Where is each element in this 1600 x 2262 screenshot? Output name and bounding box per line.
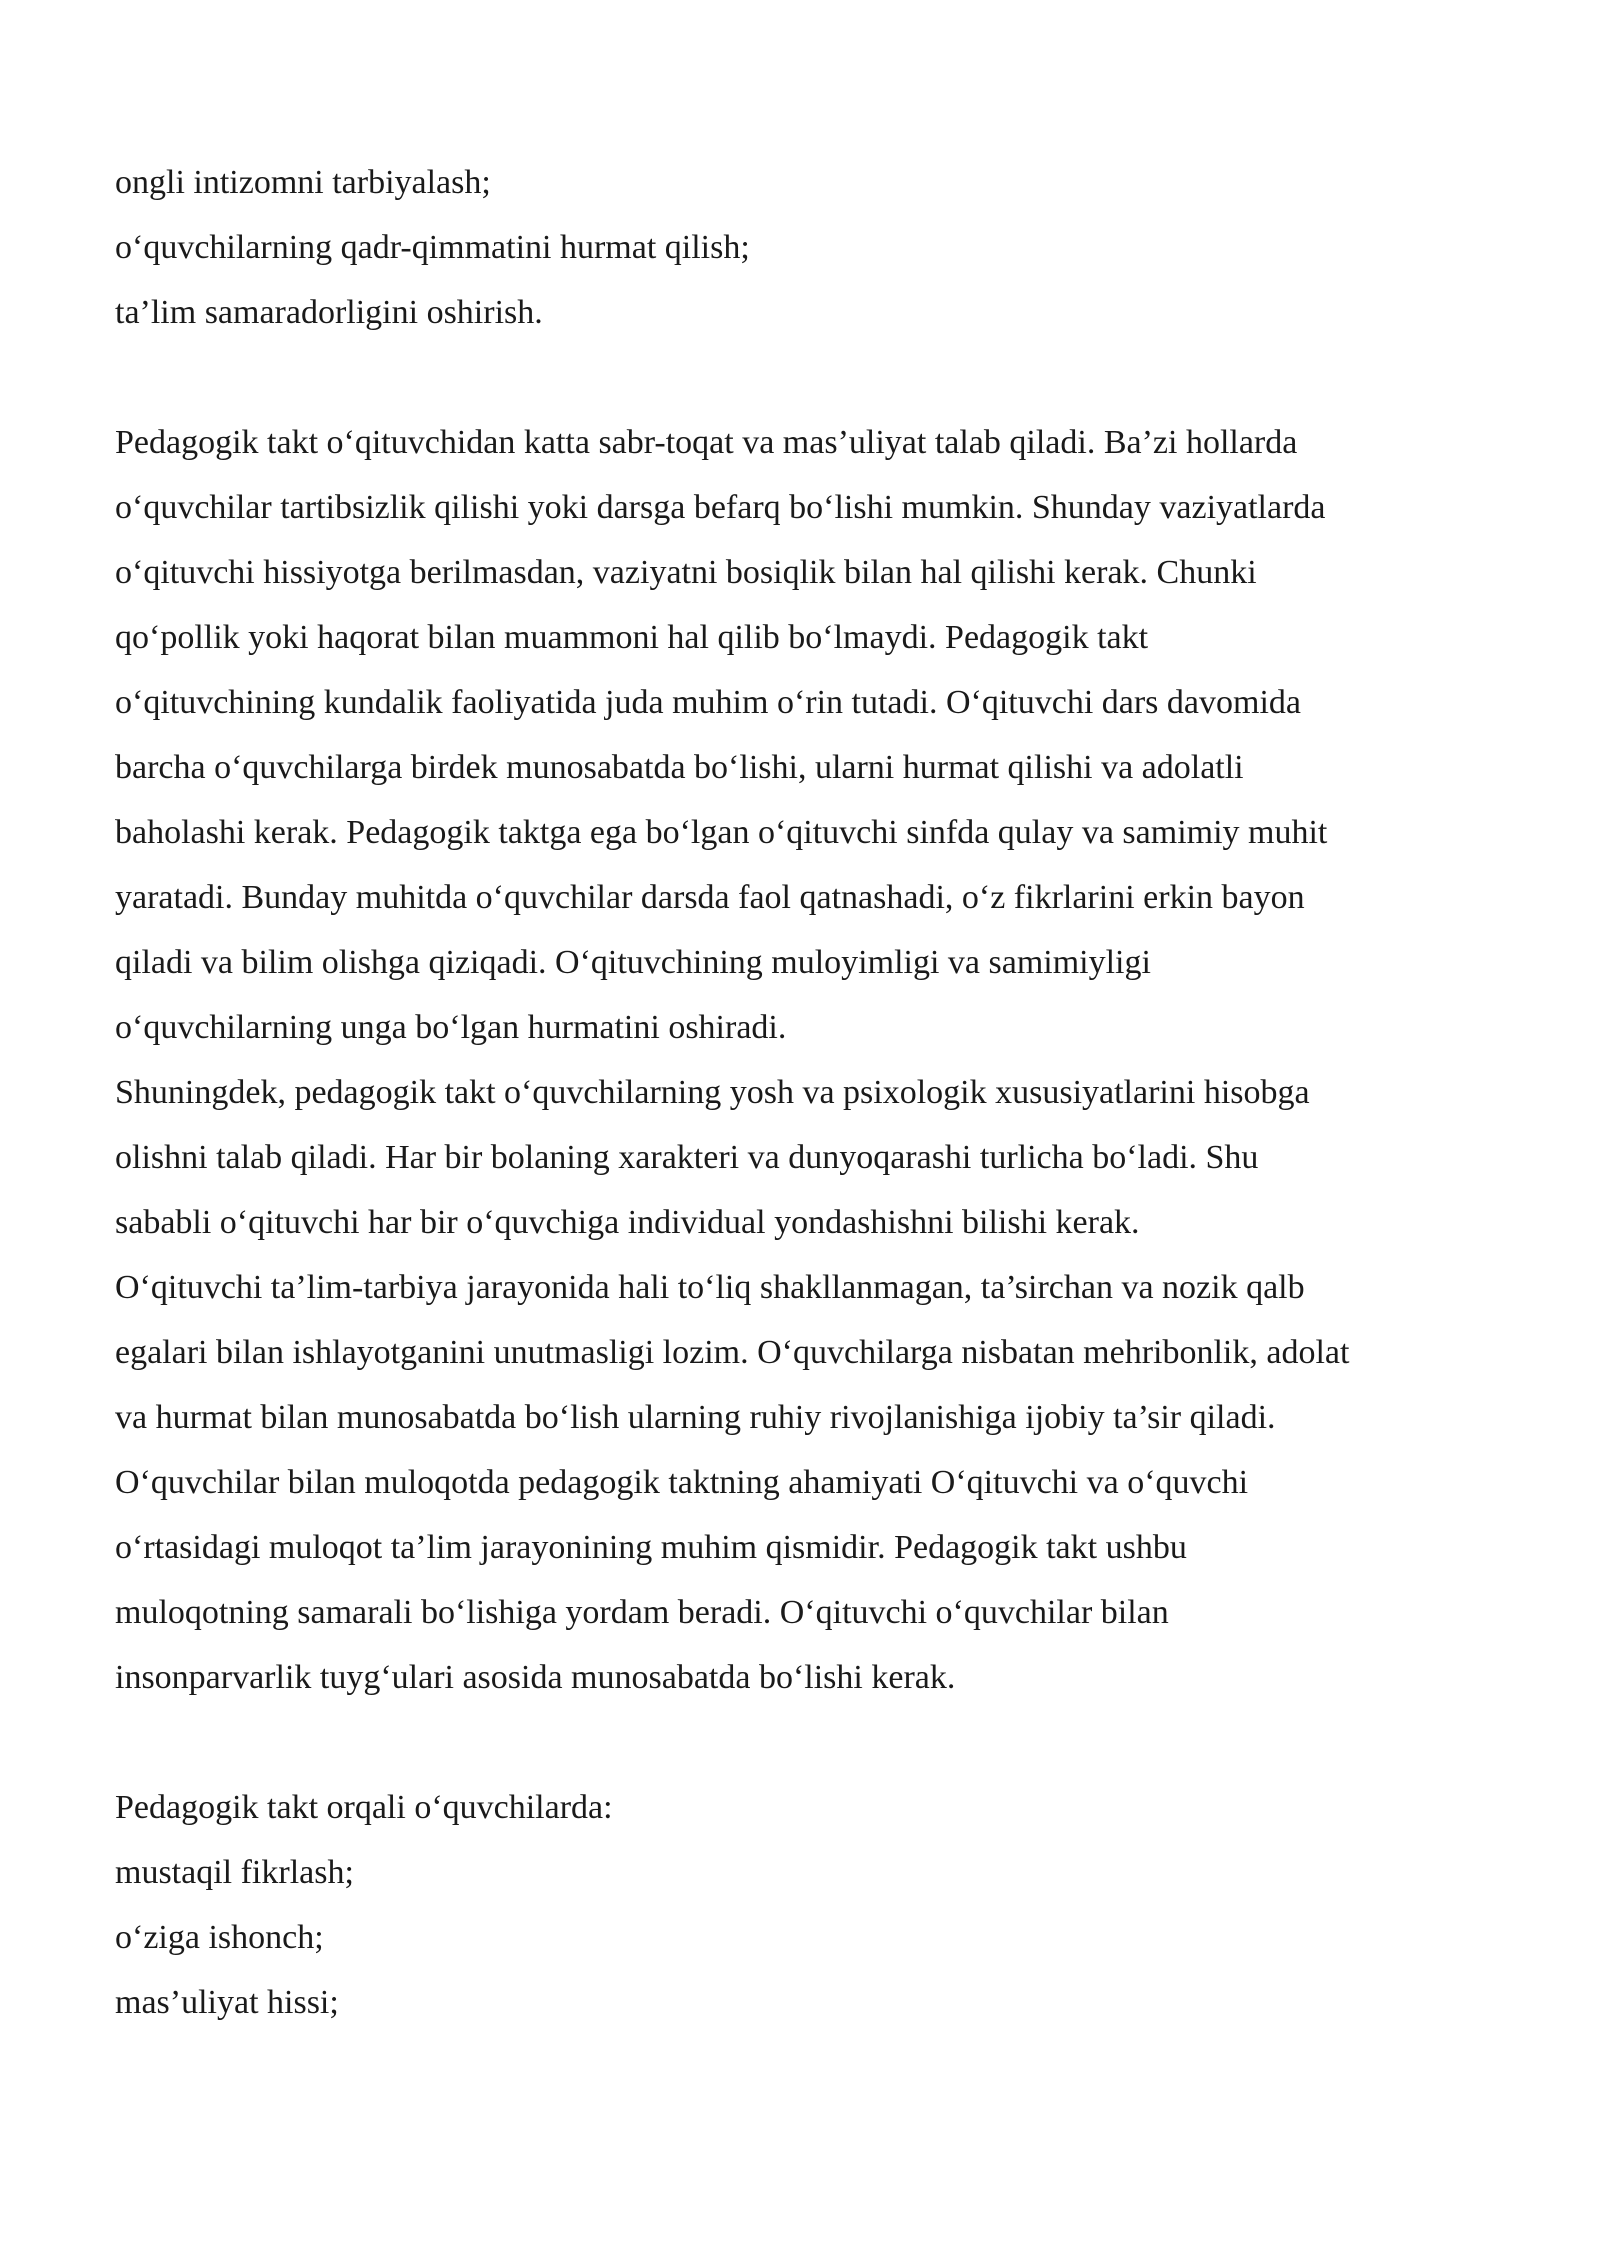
blank-line	[115, 1710, 1515, 1775]
text-line: mas’uliyat hissi;	[115, 1984, 339, 2021]
text-line: O‘quvchilar bilan muloqotda pedagogik taktning ahamiyati O‘qituvchi va o‘quvchi	[115, 1464, 1249, 1501]
text-line: O‘qituvchi ta’lim-tarbiya jarayonida hali to‘liq shakllanmagan, ta’sirchan va nozik qalb	[115, 1269, 1305, 1306]
text-line: yaratadi. Bunday muhitda o‘quvchilar darsda faol qatnashadi, o‘z fikrlarini erkin bayon	[115, 879, 1305, 916]
text-line: o‘rtasidagi muloqot ta’lim jarayonining muhim qismidir. Pedagogik takt ushbu	[115, 1529, 1187, 1566]
text-line: Pedagogik takt o‘qituvchidan katta sabr-toqat va mas’uliyat talab qiladi. Ba’zi hollarda	[115, 424, 1298, 461]
text-line: qiladi va bilim olishga qiziqadi. O‘qituvchining muloyimligi va samimiyligi	[115, 944, 1151, 981]
text-line: Pedagogik takt orqali o‘quvchilarda:	[115, 1789, 613, 1826]
text-line: o‘ziga ishonch;	[115, 1919, 324, 1956]
text-line: olishni talab qiladi. Har bir bolaning xarakteri va dunyoqarashi turlicha bo‘ladi. Shu	[115, 1139, 1259, 1176]
text-line: ta’lim samaradorligini oshirish.	[115, 294, 543, 331]
text-line: barcha o‘quvchilarga birdek munosabatda bo‘lishi, ularni hurmat qilishi va adolatli	[115, 749, 1244, 786]
text-line: o‘quvchilarning unga bo‘lgan hurmatini oshiradi.	[115, 1009, 787, 1046]
text-line: baholashi kerak. Pedagogik taktga ega bo‘lgan o‘qituvchi sinfda qulay va samimiy muhit	[115, 814, 1328, 851]
text-line: qo‘pollik yoki haqorat bilan muammoni hal qilib bo‘lmaydi. Pedagogik takt	[115, 619, 1149, 656]
text-line: ongli intizomni tarbiyalash;	[115, 164, 491, 201]
text-line: o‘quvchilar tartibsizlik qilishi yoki darsga befarq bo‘lishi mumkin. Shunday vaziyatlarda	[115, 489, 1326, 526]
text-line: o‘quvchilarning qadr-qimmatini hurmat qilish;	[115, 229, 750, 266]
text-line: muloqotning samarali bo‘lishiga yordam beradi. O‘qituvchi o‘quvchilar bilan	[115, 1594, 1169, 1631]
text-line: va hurmat bilan munosabatda bo‘lish ularning ruhiy rivojlanishiga ijobiy ta’sir qiladi.	[115, 1399, 1276, 1436]
text-line: sababli o‘qituvchi har bir o‘quvchiga individual yondashishni bilishi kerak.	[115, 1204, 1140, 1241]
blank-line	[115, 345, 1515, 410]
text-line: o‘qituvchining kundalik faoliyatida juda muhim o‘rin tutadi. O‘qituvchi dars davomida	[115, 684, 1301, 721]
text-line: o‘qituvchi hissiyotga berilmasdan, vaziyatni bosiqlik bilan hal qilishi kerak. Chunki	[115, 554, 1257, 591]
text-line: mustaqil fikrlash;	[115, 1854, 354, 1891]
text-line: Shuningdek, pedagogik takt o‘quvchilarning yosh va psixologik xususiyatlarini hisobga	[115, 1074, 1310, 1111]
text-line: insonparvarlik tuyg‘ulari asosida munosabatda bo‘lishi kerak.	[115, 1659, 956, 1696]
document-body	[115, 150, 1515, 2035]
text-line: egalari bilan ishlayotganini unutmasligi lozim. O‘quvchilarga nisbatan mehribonlik, adolat	[115, 1334, 1350, 1371]
